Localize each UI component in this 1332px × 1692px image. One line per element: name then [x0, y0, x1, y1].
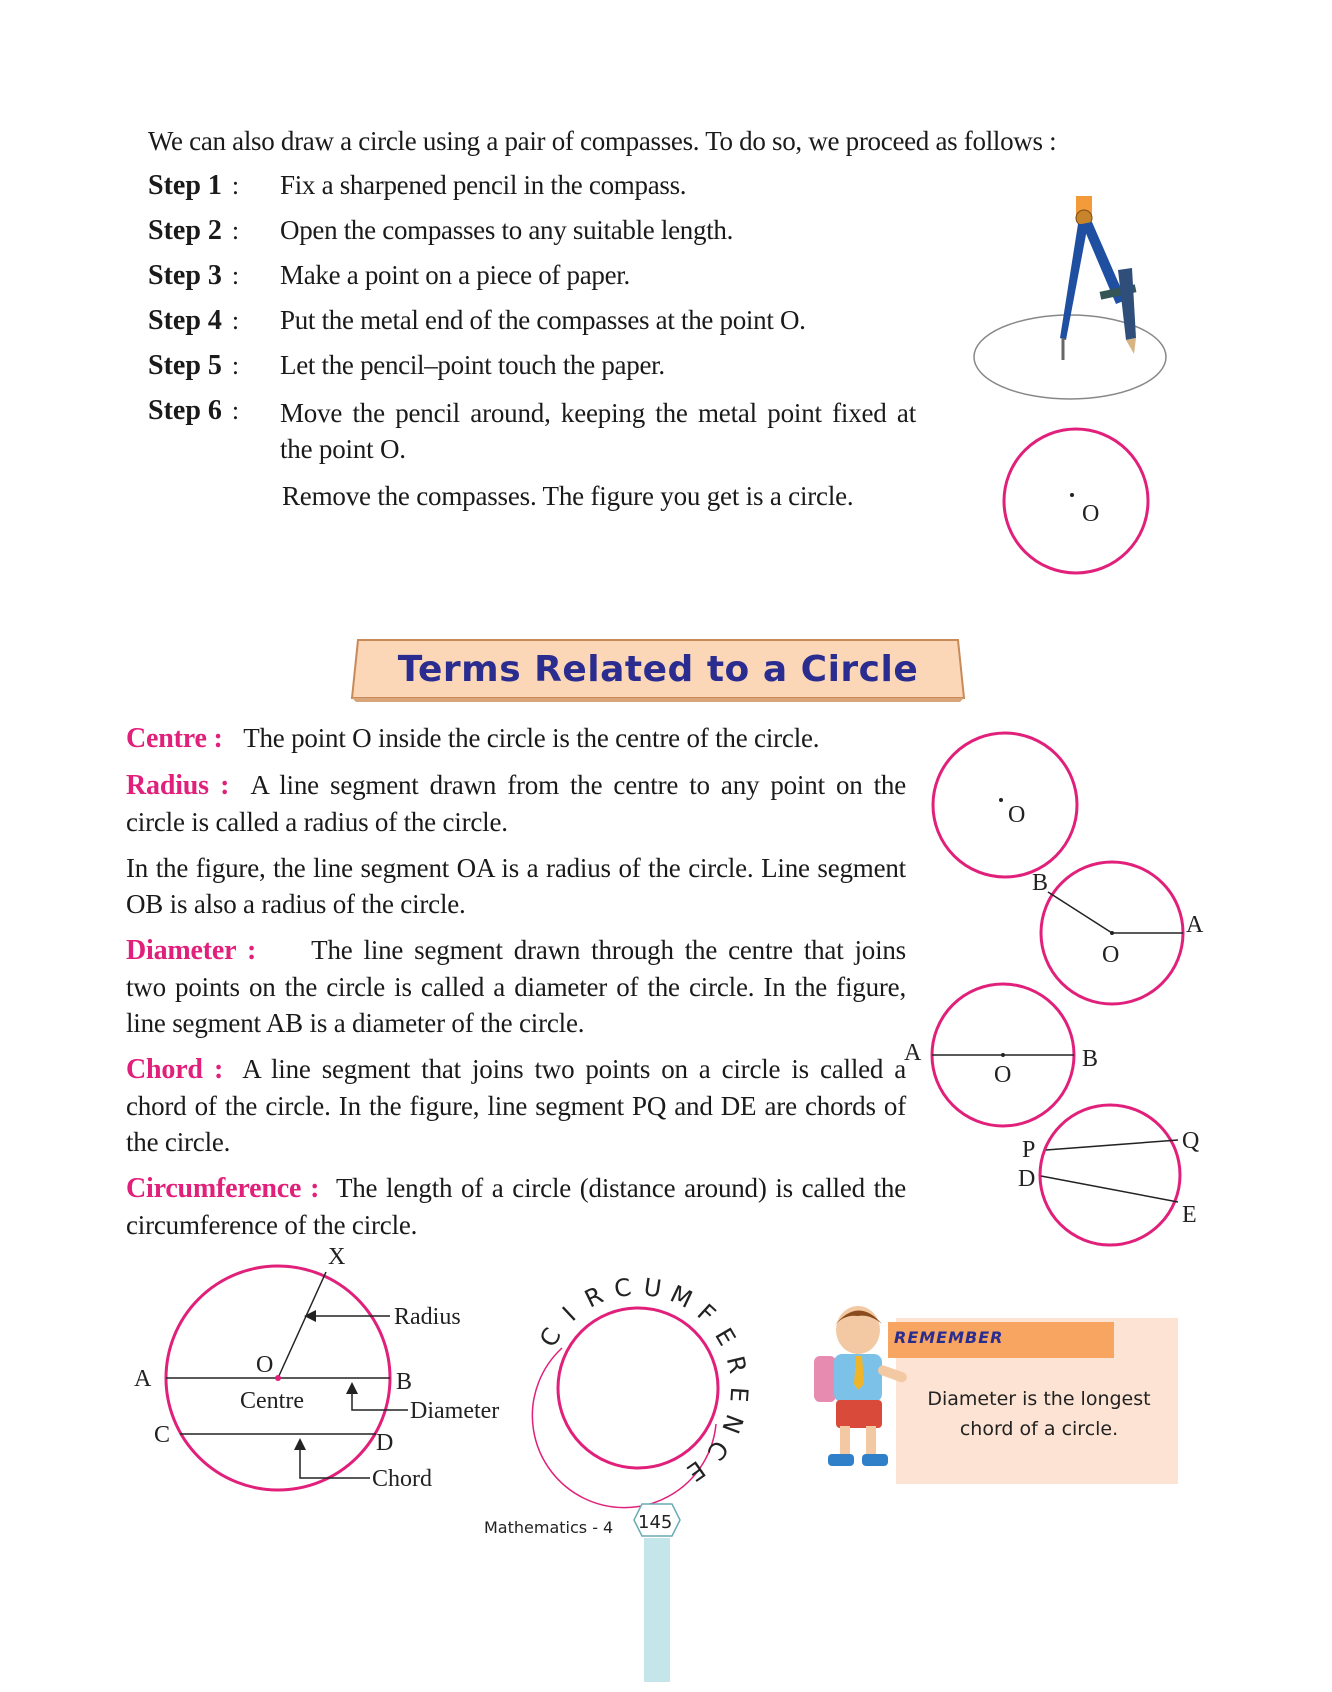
label-e: E	[1182, 1202, 1197, 1228]
step-label: Step 4	[148, 305, 222, 336]
circumference-letters	[534, 1273, 753, 1487]
circle-figure-o	[1000, 425, 1152, 577]
label-q: Q	[1182, 1128, 1200, 1154]
remember-text: Diameter is the longest chord of a circle.	[927, 1388, 1151, 1440]
circumference-letter: E	[681, 1454, 711, 1487]
circumference-letter: C	[612, 1273, 634, 1304]
terms-diagrams	[900, 720, 1204, 1290]
step-5	[148, 350, 239, 382]
label-o: O	[1102, 942, 1120, 968]
circumference-text: The length of a circle (distance around) is called the circumference of the circle.	[126, 1173, 906, 1240]
centre-point	[999, 798, 1003, 802]
step-colon: :	[231, 171, 240, 200]
step-text: Move the pencil around, keeping the metal point fixed at the point O.	[280, 398, 916, 464]
circumference-letter: I	[557, 1301, 582, 1327]
circle-parts-diagram	[130, 1244, 530, 1498]
centre-text: The point O inside the circle is the centre of the circle.	[243, 723, 820, 753]
step-colon: :	[231, 351, 240, 380]
step-label: Step 6	[148, 395, 222, 426]
circle-shape	[1004, 429, 1148, 573]
step-text: Fix a sharpened pencil in the compass.	[280, 170, 687, 200]
step-text: Open the compasses to any suitable length.	[280, 215, 734, 245]
radius-paragraph	[126, 767, 906, 840]
label-p: P	[1022, 1137, 1036, 1163]
circumference-letter: U	[641, 1272, 664, 1304]
step-colon: :	[231, 261, 240, 290]
radius-extra: In the figure, the line segment OA is a radius of the circle. Line segment OB is also a radius of the circle.	[126, 853, 906, 919]
step-colon: :	[231, 396, 240, 425]
term-centre: Centre :	[126, 723, 223, 754]
label-diameter: Diameter	[410, 1398, 500, 1424]
label-a: A	[1186, 912, 1204, 938]
label-d: D	[376, 1430, 394, 1456]
boy-illustration	[800, 1300, 910, 1480]
label-b: B	[396, 1369, 413, 1395]
label-d: D	[1018, 1166, 1036, 1192]
term-circumference: Circumference :	[126, 1173, 320, 1204]
label-chord: Chord	[372, 1466, 432, 1492]
label-o: O	[994, 1062, 1012, 1088]
chord-paragraph	[126, 1051, 906, 1160]
label-b: B	[1082, 1046, 1099, 1072]
page-number: 145	[638, 1512, 673, 1533]
centre-point	[1001, 1053, 1005, 1057]
pencil-tip	[1126, 338, 1136, 354]
compass-needle-leg	[1060, 224, 1088, 340]
compass-illustration	[960, 160, 1180, 410]
radius-text: A line segment drawn from the centre to any point on the circle is called a radius of the circle.	[126, 770, 906, 837]
centre-point	[1070, 493, 1074, 497]
section-title-banner	[352, 636, 964, 702]
circumference-letter: R	[720, 1353, 752, 1377]
step-colon: :	[231, 306, 240, 335]
terms-section	[126, 720, 906, 1243]
circumference-letter: C	[534, 1323, 567, 1352]
step-label: Step 5	[148, 350, 222, 381]
label-o: O	[1008, 802, 1026, 828]
arrow-up-icon	[346, 1382, 358, 1394]
circle-shape	[558, 1308, 718, 1468]
step-text: Make a point on a piece of paper.	[280, 260, 630, 290]
term-chord: Chord :	[126, 1054, 224, 1085]
centre-point	[1110, 931, 1114, 935]
arrow-up-icon	[294, 1438, 306, 1450]
centre-circle	[933, 733, 1077, 877]
arrow-left-icon	[304, 1310, 316, 1322]
step-label: Step 2	[148, 215, 222, 246]
label-radius: Radius	[394, 1304, 461, 1330]
remember-title: REMEMBER	[894, 1328, 1004, 1347]
label-o: O	[1082, 501, 1100, 527]
radius-line	[278, 1272, 326, 1378]
label-x: X	[328, 1244, 346, 1270]
step-6	[148, 395, 239, 427]
step-label: Step 1	[148, 170, 222, 201]
boy-leg	[866, 1426, 876, 1456]
boy-shorts	[836, 1400, 882, 1428]
remove-text: Remove the compasses. The figure you get is a circle.	[282, 481, 854, 511]
circumference-letter: R	[580, 1280, 608, 1314]
circumference-letter: C	[701, 1434, 734, 1466]
radius-ob	[1048, 892, 1112, 933]
chord-pq	[1046, 1140, 1178, 1150]
step-1	[148, 170, 239, 202]
label-b: B	[1032, 870, 1049, 896]
label-a: A	[904, 1040, 922, 1066]
step-label: Step 3	[148, 260, 222, 291]
circumference-letter: N	[716, 1410, 749, 1438]
label-c: C	[154, 1422, 171, 1448]
diameter-text: The line segment drawn through the centre that joins two points on the circle is called a diameter of the circle. In the figure, line segment AB is a diameter of the circle.	[126, 935, 906, 1038]
circumference-letter: E	[724, 1386, 754, 1404]
step-text: Let the pencil–point touch the paper.	[280, 350, 665, 380]
term-radius: Radius :	[126, 770, 230, 801]
step-4	[148, 305, 239, 337]
circumference-diagram	[520, 1260, 754, 1510]
compass-circle-ellipse	[974, 315, 1166, 399]
intro-text: We can also draw a circle using a pair of compasses. To do so, we proceed as follows :	[148, 126, 1057, 156]
step-text: Put the metal end of the compasses at the point O.	[280, 305, 806, 335]
step-2	[148, 215, 239, 247]
centre-paragraph	[126, 720, 906, 757]
circumference-letter: E	[709, 1323, 741, 1351]
circumference-paragraph	[126, 1170, 906, 1243]
page-tab-strip	[644, 1538, 670, 1682]
chord-de	[1041, 1176, 1178, 1202]
backpack	[814, 1356, 836, 1402]
centre-point	[275, 1375, 281, 1381]
label-o: O	[256, 1352, 274, 1378]
chord-text: A line segment that joins two points on a circle is called a chord of the circle. In the figure, line segment PQ and DE are chords of the circle.	[126, 1054, 906, 1157]
section-title: Terms Related to a Circle	[397, 648, 919, 690]
footer-book: Mathematics - 4	[484, 1518, 614, 1537]
circumference-letter: F	[691, 1298, 721, 1329]
boy-shoe	[862, 1454, 888, 1466]
step-colon: :	[231, 216, 240, 245]
chord-circle	[1040, 1105, 1180, 1245]
label-centre: Centre	[240, 1388, 304, 1414]
boy-shoe	[828, 1454, 854, 1466]
diameter-paragraph	[126, 932, 906, 1041]
pencil-icon	[1118, 268, 1136, 340]
circumference-letter: M	[665, 1279, 697, 1314]
step-3	[148, 260, 239, 292]
boy-leg	[840, 1426, 850, 1456]
remember-label	[888, 1322, 1114, 1358]
term-diameter: Diameter :	[126, 935, 257, 966]
label-a: A	[134, 1366, 152, 1392]
chord-pointer	[300, 1442, 370, 1478]
